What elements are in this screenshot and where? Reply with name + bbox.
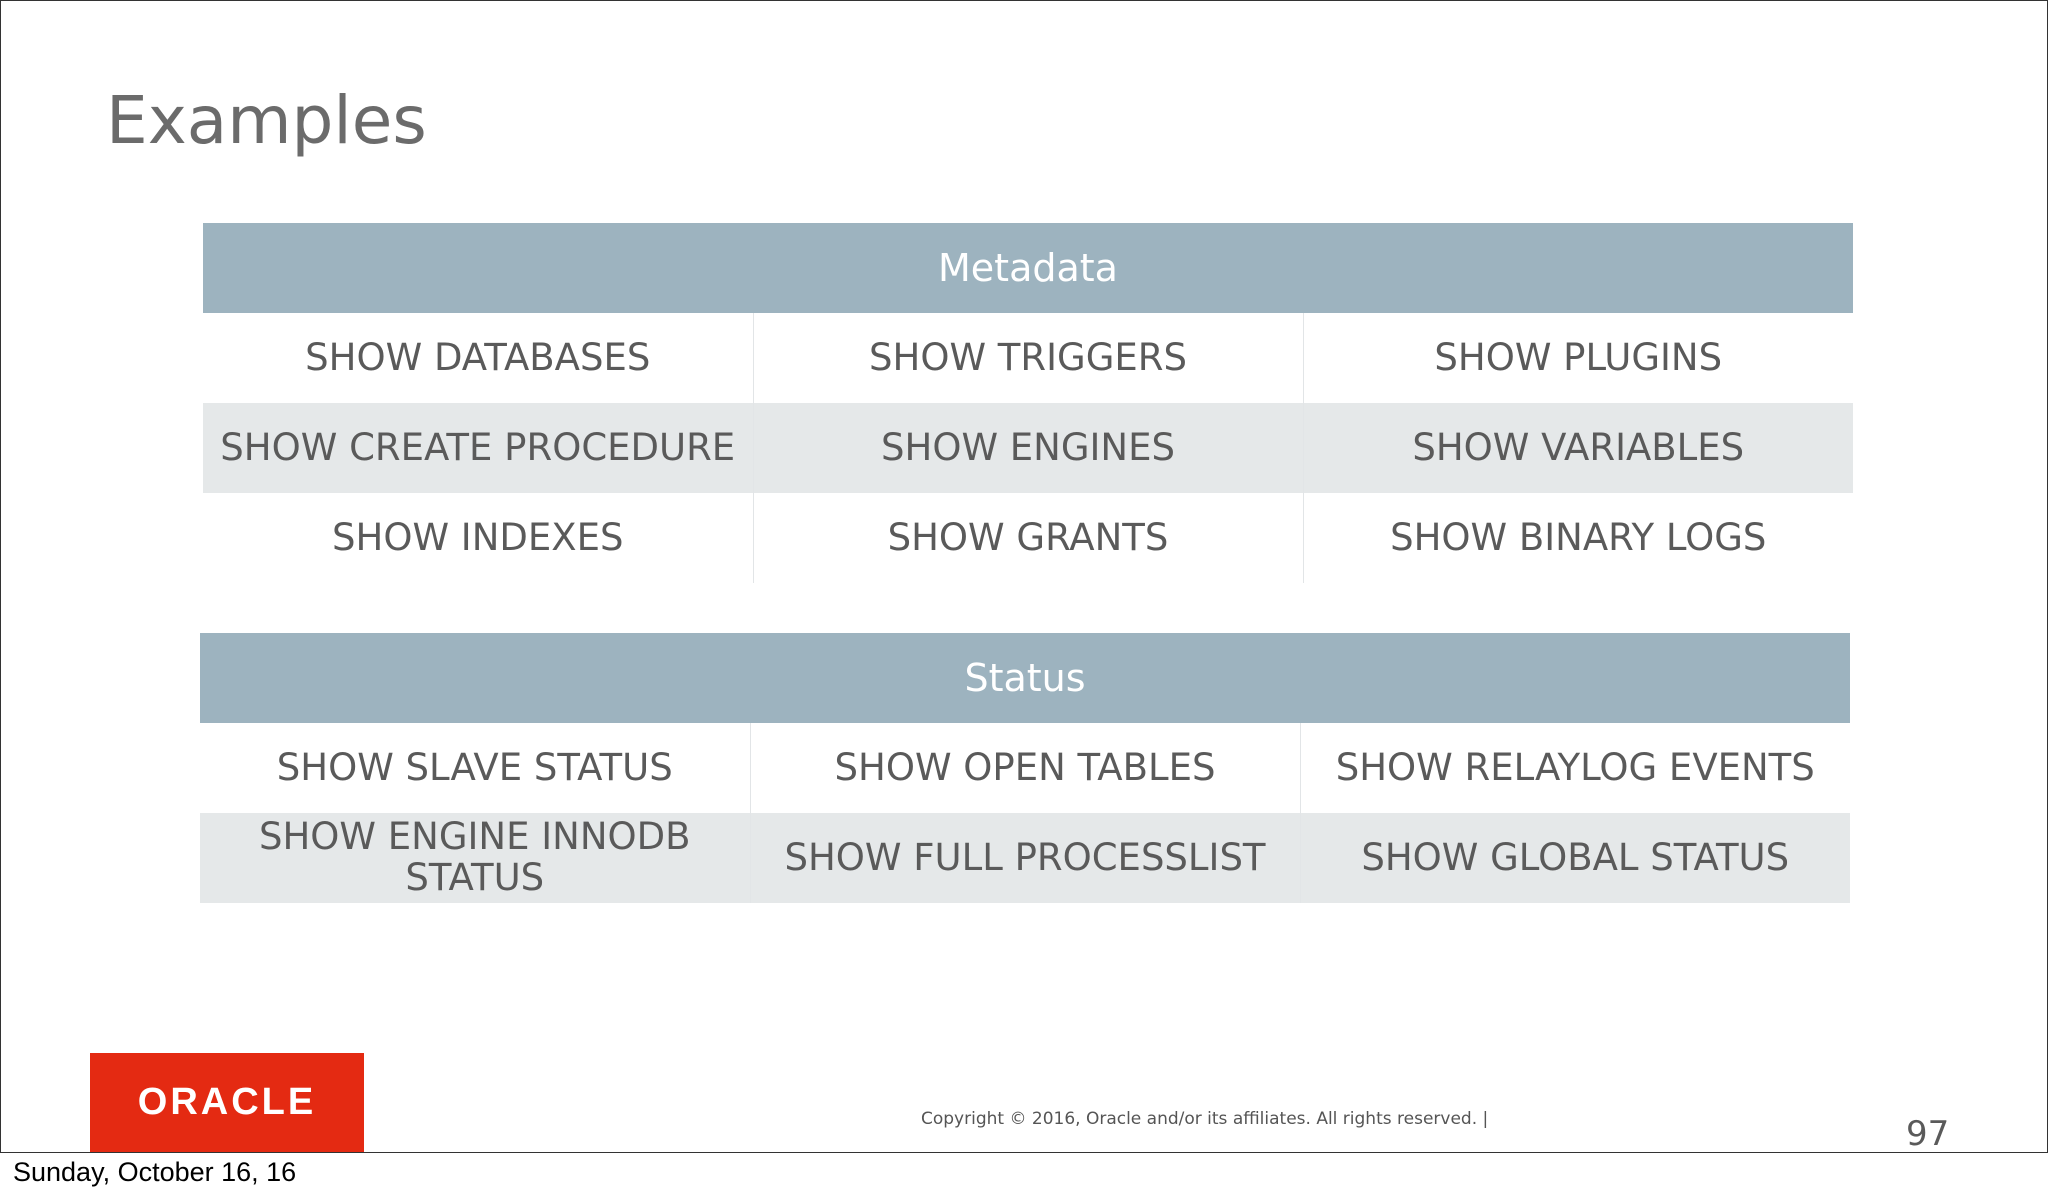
table-row <box>200 813 1850 903</box>
status-table <box>200 633 1850 903</box>
copyright-notice: Copyright © 2016, Oracle and/or its affiliates. All rights reserved. | <box>921 1109 1489 1129</box>
oracle-logo <box>90 1053 364 1152</box>
table-cell: SHOW VARIABLES <box>1303 403 1853 493</box>
table-header-row <box>203 223 1853 313</box>
table-cell: SHOW SLAVE STATUS <box>200 723 750 813</box>
page-number: 97 <box>1906 1114 1950 1153</box>
table-cell: SHOW BINARY LOGS <box>1303 493 1853 583</box>
table-cell: SHOW ENGINES <box>753 403 1303 493</box>
table-row <box>203 403 1853 493</box>
table-cell: SHOW DATABASES <box>203 313 753 403</box>
table-row <box>200 723 1850 813</box>
table-cell: SHOW FULL PROCESSLIST <box>750 813 1300 903</box>
metadata-table <box>203 223 1853 583</box>
table-cell: SHOW TRIGGERS <box>753 313 1303 403</box>
table-cell: SHOW OPEN TABLES <box>750 723 1300 813</box>
table-row <box>203 313 1853 403</box>
table-cell: SHOW INDEXES <box>203 493 753 583</box>
table-cell: SHOW PLUGINS <box>1303 313 1853 403</box>
logo-text: ORACLE <box>137 1081 317 1123</box>
table-cell: SHOW CREATE PROCEDURE <box>203 403 753 493</box>
table-cell: SHOW RELAYLOG EVENTS <box>1300 723 1850 813</box>
metadata-header: Metadata <box>203 223 1853 313</box>
table-row <box>203 493 1853 583</box>
table-cell: SHOW ENGINE INNODB STATUS <box>200 813 750 903</box>
table-cell: SHOW GRANTS <box>753 493 1303 583</box>
table-cell: SHOW GLOBAL STATUS <box>1300 813 1850 903</box>
table-header-row <box>200 633 1850 723</box>
status-header: Status <box>200 633 1850 723</box>
footer-date: Sunday, October 16, 16 <box>13 1157 297 1187</box>
slide-title: Examples <box>106 82 427 159</box>
